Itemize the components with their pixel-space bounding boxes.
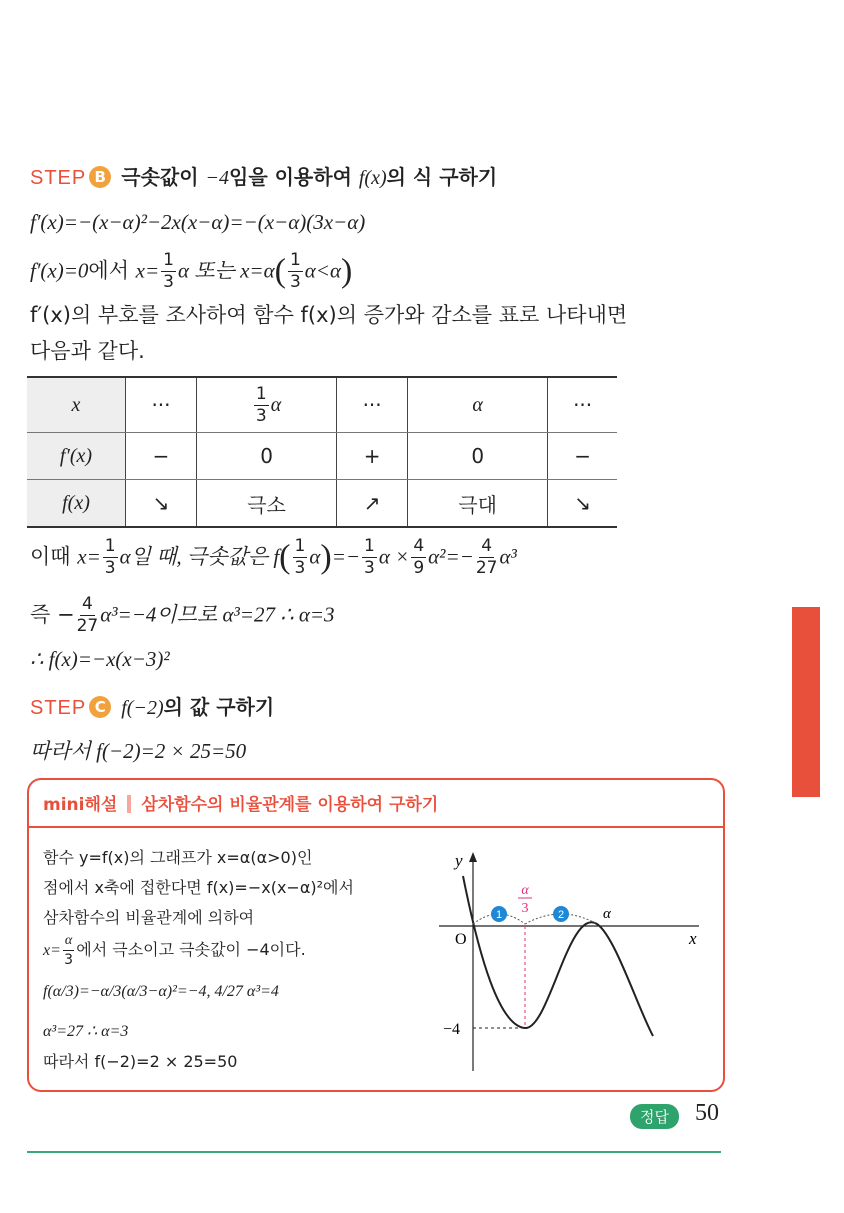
table-cell: ··· bbox=[337, 377, 408, 433]
table-cell: 극대 bbox=[408, 480, 548, 528]
derivative-line: f′(x)=−(x−α)²−2x(x−α)=−(x−α)(3x−α) bbox=[30, 210, 366, 234]
eq-part: x= bbox=[135, 258, 160, 283]
step-title-function: f(−2) bbox=[121, 697, 164, 719]
table-cell: α bbox=[408, 377, 548, 433]
chapter-tab bbox=[792, 607, 820, 797]
table-cell: ··· bbox=[548, 377, 617, 433]
step-label: STEP bbox=[30, 697, 87, 719]
eq-part: α²=− bbox=[428, 544, 474, 569]
eq-part: α³ bbox=[499, 544, 517, 569]
eq-part: x=α bbox=[240, 258, 275, 283]
eq-part: α일 때, 극솟값은 bbox=[119, 544, 274, 569]
table-cell: − bbox=[126, 433, 197, 480]
function-curve bbox=[463, 876, 653, 1036]
sign-table bbox=[27, 376, 617, 528]
min-value-label: −4 bbox=[443, 1021, 461, 1038]
table-cell: f(x) bbox=[27, 480, 126, 528]
mini-text-line: 점에서 x축에 접한다면 f(x)=−x(x−α)²에서 bbox=[43, 878, 354, 897]
table-cell: 0 bbox=[408, 433, 548, 480]
divider bbox=[127, 795, 131, 813]
mini-header bbox=[29, 780, 723, 828]
text-part: 즉 − bbox=[30, 602, 75, 627]
step-badge: B bbox=[89, 166, 111, 188]
table-cell: $\frac{1}{3}$ α bbox=[196, 377, 336, 433]
mini-text-line: 삼차함수의 비율관계에 의하여 bbox=[43, 908, 255, 927]
step-title-value: −4 bbox=[205, 167, 229, 189]
table-cell: − bbox=[548, 433, 617, 480]
final-result-line: 따라서 f(−2)=2 × 25=50 bbox=[30, 739, 247, 763]
eq-part: =− bbox=[331, 544, 361, 569]
table-cell: + bbox=[337, 433, 408, 480]
function-result-line: ∴ f(x)=−x(x−3)² bbox=[30, 647, 170, 671]
critical-points-line: f′(x)=0에서 x= $\frac{1}{3}$ α 또는 x=α( $\frac{1}{3}$ α<α) bbox=[30, 250, 353, 292]
eq-part: f′(x)=0 bbox=[30, 258, 89, 283]
mini-text-line: α³=27 ∴ α=3 bbox=[43, 1023, 129, 1040]
mini-text-line: 따라서 f(−2)=2 × 25=50 bbox=[43, 1052, 238, 1071]
cubic-graph bbox=[439, 846, 709, 1086]
table-cell: f′(x) bbox=[27, 433, 126, 480]
table-cell: ↘ bbox=[126, 480, 197, 528]
eq-part: x= bbox=[77, 544, 101, 569]
alpha-over-3-num: α bbox=[521, 883, 529, 898]
page-number: 50 bbox=[695, 1100, 719, 1126]
mini-label: mini해설 bbox=[43, 795, 118, 815]
table-cell: ↘ bbox=[548, 480, 617, 528]
y-label: y bbox=[455, 851, 463, 870]
fraction: $\frac{1}{3}$ bbox=[163, 250, 174, 292]
answer-badge: 정답 bbox=[630, 1104, 679, 1129]
footer-rule bbox=[27, 1151, 721, 1153]
min-value-line: 이때 x= $\frac{1}{3}$ α일 때, 극솟값은 f( $\frac{1}{3}$ α)=− $\frac{1}{3}$ α × $\frac{4}{9}$ α²=− $\frac{4}{27}$ α³ bbox=[30, 536, 517, 578]
mini-explanation-box bbox=[27, 778, 725, 1092]
text-part: 이때 bbox=[30, 544, 78, 569]
ratio-label-1: 1 bbox=[495, 909, 503, 921]
table-cell: ↗ bbox=[337, 480, 408, 528]
eq-part: α<α bbox=[304, 258, 341, 283]
table-cell: ··· bbox=[126, 377, 197, 433]
sign-text-2: 다음과 같다. bbox=[30, 339, 145, 363]
alpha-over-3-den: 3 bbox=[521, 901, 529, 916]
table-cell: 극소 bbox=[196, 480, 336, 528]
eq-part: α³=−4이므로 α³=27 ∴ α=3 bbox=[100, 602, 335, 627]
x-label: x bbox=[689, 929, 697, 948]
ratio-label-2: 2 bbox=[557, 909, 565, 921]
table-cell: 0 bbox=[196, 433, 336, 480]
table-cell: x bbox=[27, 377, 126, 433]
eq-part: f bbox=[273, 544, 280, 569]
step-b-heading bbox=[30, 162, 497, 193]
mini-text-line: 함수 y=f(x)의 그래프가 x=α(α>0)인 bbox=[43, 848, 313, 867]
step-title: 의 값 구하기 bbox=[163, 695, 275, 719]
text-part: 에서 bbox=[88, 258, 136, 283]
step-label: STEP bbox=[30, 167, 87, 189]
step-title-function: f(x) bbox=[358, 167, 387, 189]
mini-title-row bbox=[43, 790, 438, 815]
mini-title: 삼차함수의 비율관계를 이용하여 구하기 bbox=[141, 795, 439, 815]
eq-part: α 또는 bbox=[177, 258, 241, 283]
alpha-label: α bbox=[603, 906, 611, 922]
step-title: 의 식 구하기 bbox=[386, 165, 498, 189]
sign-text: f′(x)의 부호를 조사하여 함수 f(x)의 증가와 감소를 표로 나타내면 bbox=[30, 303, 628, 327]
alpha-solve-line: 즉 − $\frac{4}{27}$ α³=−4이므로 α³=27 ∴ α=3 bbox=[30, 594, 335, 636]
step-title: 임을 이용하여 bbox=[229, 165, 359, 189]
mini-text-line: x= $\frac{\alpha}{3}$ 에서 극소이고 극솟값이 −4이다. bbox=[43, 933, 306, 968]
y-axis-arrow bbox=[469, 852, 477, 862]
step-badge: C bbox=[89, 696, 111, 718]
step-c-heading bbox=[30, 692, 274, 723]
origin-label: O bbox=[455, 931, 467, 948]
fraction: $\frac{1}{3}$ bbox=[289, 250, 301, 292]
eq-part: α × bbox=[378, 544, 410, 569]
step-title: 극솟값이 bbox=[121, 165, 206, 189]
mini-text-line: f(α/3)=−α/3(α/3−α)²=−4, 4/27 α³=4 bbox=[43, 983, 279, 1000]
